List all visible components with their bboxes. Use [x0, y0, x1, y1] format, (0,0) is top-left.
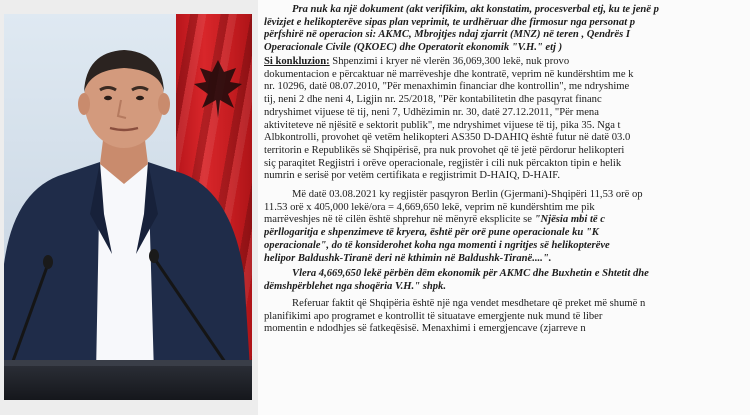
doc-line: tij, neni 2 dhe neni 4, Ligjin nr. 25/2018, "Për kontabilitetin dhe pasqyrat financ [264, 94, 602, 106]
conclusion-label: Si konkluzion: [264, 56, 330, 67]
doc-line: numrin e serisë por vetëm certifikata e regjistrimit D-HAIQ, D-HAIF. [264, 170, 560, 182]
doc-line: përfshirë në operacion si: AKMC, Mbrojtjes ndaj zjarrit (MNZ) në teren , Qendrës I [264, 29, 630, 41]
doc-line: dokumentacion e përcaktuar në marrëveshje dhe kontratë, veprim në kundërshtim me k [264, 68, 634, 80]
doc-line: Operacionale Civile (QKOEC) dhe Operatorit ekonomik "V.H." etj ) [264, 42, 563, 54]
doc-line: Më datë 03.08.2021 ky regjistër pasqyron Berlin (Gjermani)-Shqipëri 11,53 orë op [292, 189, 643, 200]
doc-line: 11.53 orë x 405,000 lekë/ora = 4,669,650 lekë, veprim në kundërshtim me pik [264, 201, 595, 213]
damage-paragraph [264, 268, 748, 293]
quote-start: "Njësia mbi të c [534, 214, 605, 226]
doc-line: përllogaritja e shpenzimeve të kryera, është për orë pune operacionale ku "K [264, 227, 599, 239]
speaker-figure [4, 14, 252, 400]
doc-line: helipor Baldushk-Tiranë deri në kthimin në Baldushk-Tiranë....". [264, 252, 552, 264]
speaker-photo [4, 14, 252, 400]
intro-paragraph [264, 4, 748, 55]
context-paragraph [264, 298, 748, 336]
doc-line [264, 214, 748, 227]
conclusion-paragraph [264, 56, 748, 183]
doc-line: momentin e ndodhjes së fatkeqësisë. Menaxhimi i emergjencave (zjarreve n [264, 323, 586, 335]
doc-line [264, 56, 748, 69]
doc-line: operacionale", do të konsiderohet koha nga momenti i ngritjes së helikopterëve [264, 239, 610, 251]
doc-line: Pra nuk ka një dokument (akt verifikim, akt konstatim, procesverbal etj, ku te jenë p [292, 4, 659, 15]
doc-line: lëvizjet e helikopterëve sipas plan veprimit, te urdhëruar dhe firmosur nga personat p [264, 16, 636, 28]
conclusion-start: Shpenzimi i kryer në vlerën 36,069,300 lekë, nuk provo [329, 56, 570, 67]
doc-line: dëmshpërblehet nga shoqëria V.H." shpk. [264, 280, 446, 292]
audit-document [258, 0, 750, 415]
podium [4, 366, 252, 400]
doc-line-start: marrëveshjes në të cilën është shprehur në mënyrë eksplicite se [264, 214, 535, 226]
doc-line: Referuar faktit që Shqipëria është një nga vendet mesdhetare që preket më shumë n [292, 298, 646, 309]
doc-line: aktiviteteve në njësitë e sektorit publik", me ndryshimet vijuese të tij, pika 35. Nga t [264, 119, 621, 131]
doc-line: territorin e Republikës së Shqipërisë, pra nuk provohet që të jetë përdorur helikopteri [264, 144, 625, 156]
doc-line: planifikimi apo programet e kontrollit të situatave emergjente nuk mund të liber [264, 310, 603, 322]
doc-line: Vlera 4,669,650 lekë përbën dëm ekonomik për AKMC dhe Buxhetin e Shtetit dhe [292, 268, 649, 279]
doc-line: nr. 10296, datë 08.07.2010, "Për menaxhimin financiar dhe kontrollin", me ndryshime [264, 81, 630, 93]
flight-hours-paragraph [264, 189, 748, 265]
doc-line: ndryshimet vijuese të tij, neni 7, Udhëzimin nr. 30, datë 27.12.2011, "Për mena [264, 106, 599, 118]
doc-line: siç paraqitet Regjistri i orëve operacionale, regjistër i cili nuk përcakton tipin e helik [264, 157, 622, 169]
doc-line: Albkontrolli, provohet që vetëm helikopteri AS350 D-DAHIQ është futur në datë 03.0 [264, 132, 631, 144]
